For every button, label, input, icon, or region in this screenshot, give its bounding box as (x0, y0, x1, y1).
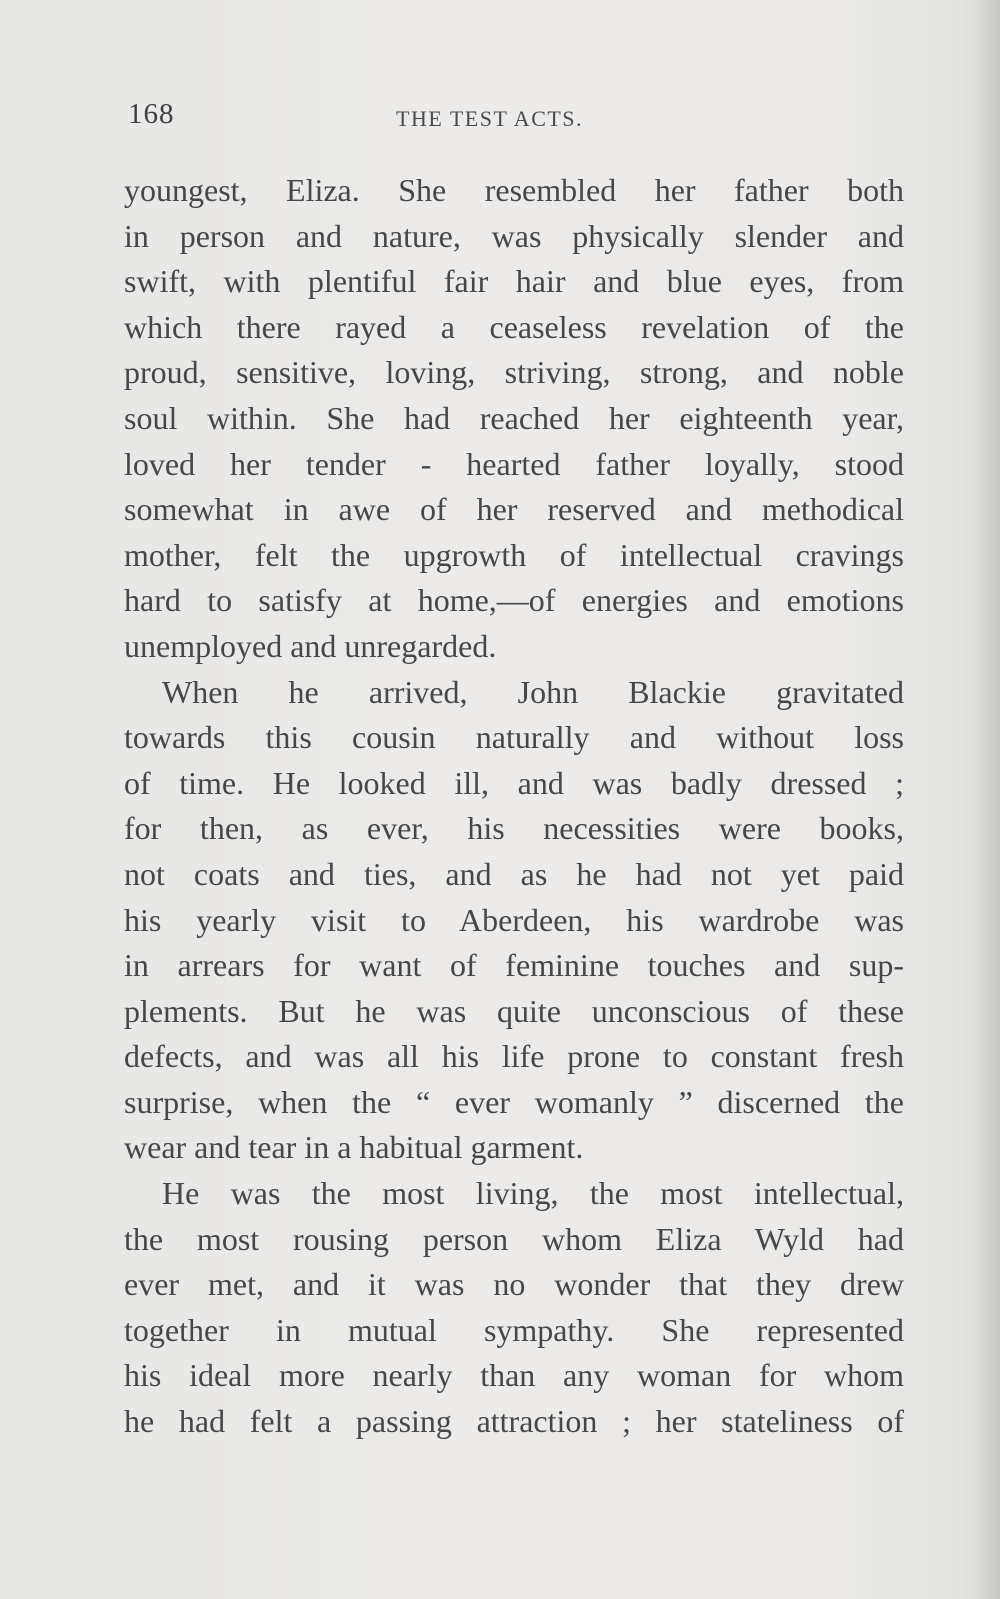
text-line: loved her tender - hearted father loyally, stood (124, 445, 904, 482)
text-line: in arrears for want of feminine touches and sup- (124, 947, 904, 984)
text-line: defects, and was all his life prone to constant fresh (124, 1038, 904, 1075)
text-line: which there rayed a ceaseless revelation of the (124, 308, 904, 345)
text-line: swift, with plentiful fair hair and blue eyes, from (124, 263, 904, 300)
text-line: towards this cousin naturally and without loss (124, 719, 904, 756)
text-line: together in mutual sympathy. She represented (124, 1311, 904, 1348)
text-line: not coats and ties, and as he had not yet paid (124, 855, 904, 892)
text-line: unemployed and unregarded. (124, 627, 497, 664)
page-edge-shadow (974, 0, 1000, 1599)
text-line: soul within. She had reached her eighteenth year, (124, 399, 904, 436)
text-line: surprise, when the “ ever womanly ” discerned the (124, 1083, 904, 1120)
page-header (128, 98, 898, 138)
text-line: ever met, and it was no wonder that they drew (124, 1266, 904, 1303)
text-line: youngest, Eliza. She resembled her father both (124, 172, 904, 208)
text-line: mother, felt the upgrowth of intellectual cravings (124, 536, 904, 573)
running-title: THE TEST ACTS. (396, 106, 584, 131)
body-text (124, 168, 904, 1445)
text-line: for then, as ever, his necessities were books, (124, 810, 904, 847)
text-line: he had felt a passing attraction ; her stateliness of (124, 1403, 904, 1440)
text-line: his yearly visit to Aberdeen, his wardrobe was (124, 901, 904, 938)
text-line: the most rousing person whom Eliza Wyld had (124, 1220, 904, 1257)
text-line: When he arrived, John Blackie gravitated (162, 673, 904, 710)
text-line: wear and tear in a habitual garment. (124, 1129, 584, 1166)
text-line: in person and nature, was physically slender and (124, 217, 904, 254)
page-number: 168 (128, 98, 175, 130)
text-line: somewhat in awe of her reserved and methodical (124, 491, 904, 528)
text-line: plements. But he was quite unconscious of these (124, 992, 904, 1029)
text-line: hard to satisfy at home,—of energies and emotions (124, 582, 904, 619)
text-line: proud, sensitive, loving, striving, strong, and noble (124, 354, 904, 391)
text-line: He was the most living, the most intellectual, (162, 1175, 904, 1212)
text-line: of time. He looked ill, and was badly dressed ; (124, 764, 904, 801)
text-line: his ideal more nearly than any woman for whom (124, 1357, 904, 1394)
